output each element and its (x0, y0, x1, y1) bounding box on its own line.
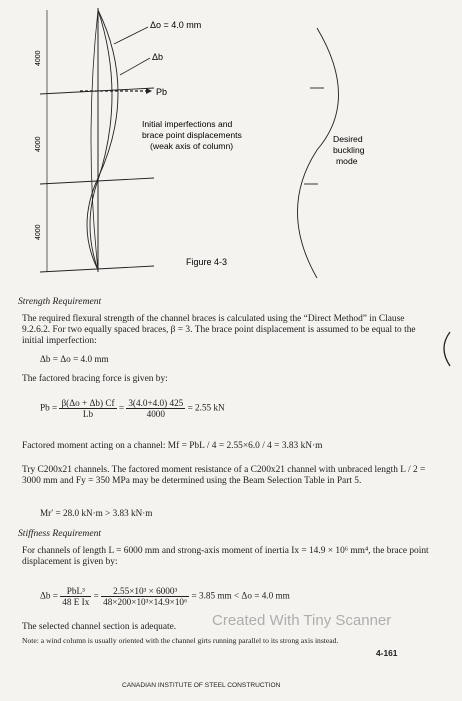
deflection-result: = 3.85 mm < Δo = 4.0 mm (191, 590, 290, 601)
desired-label-1: Desired (333, 134, 363, 144)
desired-label-2: buckling (333, 145, 365, 155)
pb-fraction-symbolic: $\frac{\beta(\Delta o + \Delta b) Cf}{Lb}$ (61, 398, 115, 419)
footer-institute: CANADIAN INSTITUTE OF STEEL CONSTRUCTION (122, 682, 281, 689)
deflection-fraction-numeric: $\frac{\text{2.55×10³ × 6000³}}{\text{48×200×10³×14.9×10⁶}}$ (103, 586, 188, 607)
strength-heading: Strength Requirement (18, 296, 102, 307)
stiffness-paragraph: For channels of length L = 6000 mm and strong-axis moment of inertia Ix = 14.9 × 10⁶ mm⁴, the brace point displacement is given by: (22, 546, 429, 568)
moment-line: Factored moment acting on a channel: Mf = PbL / 4 = 2.55×6.0 / 4 = 3.83 kN·m (22, 441, 323, 451)
annotation-line-3: (weak axis of column) (150, 141, 234, 151)
displacement-check-equation: Δb = $\frac{\text{PbL³}}{\text{48 E Ix}}$ = $\frac{\text{2.55×10³ × 6000³}}{\text{48×200×10³×14.9×10⁶}}$ = 3.85 mm < Δo = 4.0 mm (40, 586, 290, 607)
try-channel-paragraph: Try C200x21 channels. The factored moment resistance of a C200x21 channel with unbraced length L / 2 = 3000 mm and Fy = 350 MPa may be determined using the Beam Selection Table in Part 5. (22, 465, 426, 487)
scanner-watermark: Created With Tiny Scanner (212, 612, 392, 629)
displacement-equation: Δb = Δo = 4.0 mm (40, 354, 109, 364)
displaced-curve (87, 10, 118, 270)
deflection-fraction-symbolic: $\frac{\text{PbL³}}{\text{48 E Ix}}$ (62, 586, 90, 607)
dimension-label-bottom: 4000 (35, 224, 42, 240)
desired-label-3: mode (336, 156, 358, 166)
pb-fraction-numeric: $\frac{3(4.0+4.0) 425}{4000}$ (128, 398, 184, 419)
figure-caption: Figure 4-3 (186, 257, 228, 267)
delta0-label: Δo = 4.0 mm (150, 20, 202, 30)
opposite-curve (91, 10, 98, 270)
pb-result: = 2.55 kN (187, 402, 225, 413)
deltab-label: Δb (152, 52, 164, 62)
delta0-arrow (114, 27, 148, 44)
bracing-force-equation: Pb = $\frac{\beta(\Delta o + \Delta b) Cf}{Lb}$ = $\frac{3(4.0+4.0) 425}{4000}$ = 2.55 kN (40, 398, 225, 419)
moment-resistance-line: Mr′ = 28.0 kN·m > 3.83 kN·m (40, 508, 153, 518)
note-line: Note: a wind column is usually oriented with the channel girts running parallel to its strong axis instead. (22, 636, 339, 645)
page-curl-mark (436, 330, 456, 370)
dimension-label-top: 4000 (35, 50, 42, 66)
annotation-line-2: brace point displacements (142, 130, 242, 140)
page-number: 4-161 (376, 648, 398, 658)
strength-paragraph: The required flexural strength of the channel braces is calculated using the “Direct Method” in Clause 9.2.6.2. For two equally spaced braces, β = 3. The brace point displacement is assumed to be equal to the initial imperfection: (22, 314, 416, 347)
dimension-label-middle: 4000 (35, 136, 42, 152)
annotation-line-1: Initial imperfections and (142, 119, 233, 129)
bracing-force-intro: The factored bracing force is given by: (22, 374, 168, 384)
adequate-statement: The selected channel section is adequate. (22, 622, 177, 632)
figure-4-3 (0, 0, 462, 290)
imperfection-curve (90, 10, 112, 270)
pb-lhs: Pb = (40, 402, 58, 413)
stiffness-heading: Stiffness Requirement (18, 528, 102, 539)
brace-force-arrowhead (146, 88, 152, 94)
pb-label: Pb (156, 87, 168, 97)
deltab-arrow (120, 58, 150, 75)
